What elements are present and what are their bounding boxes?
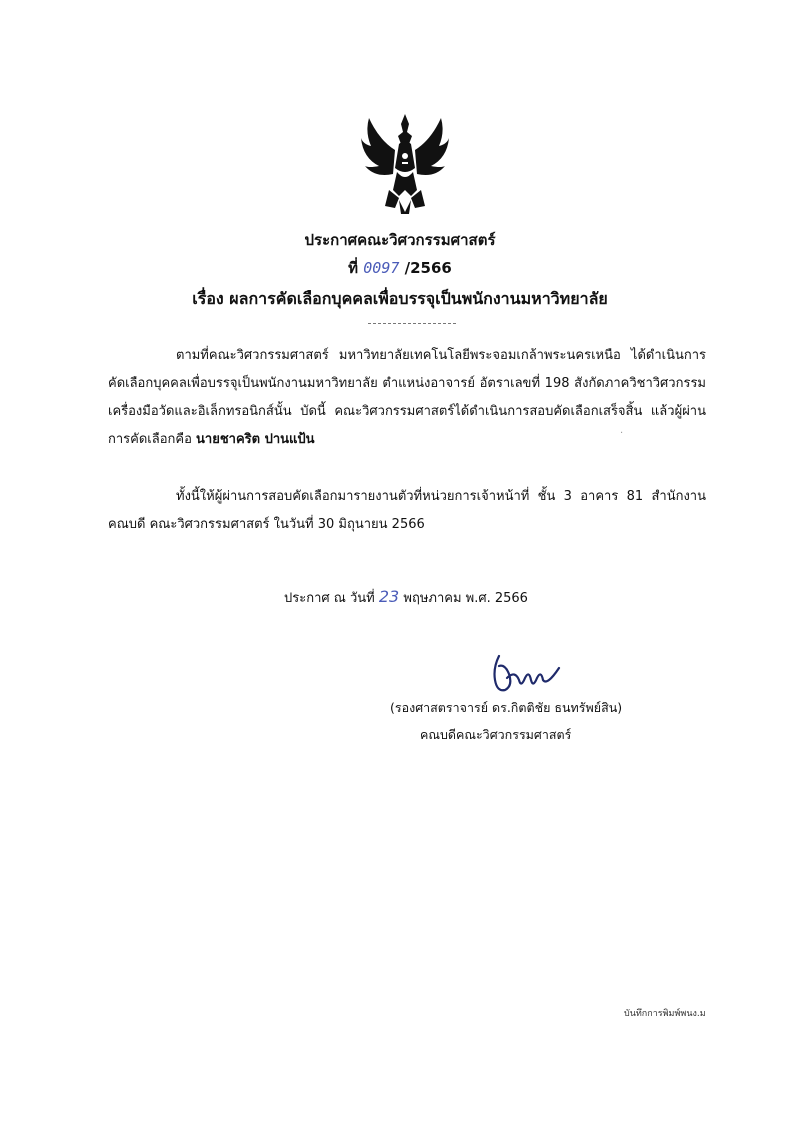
announce-suffix: พฤษภาคม พ.ศ. 2566 (403, 591, 528, 606)
stray-mark: · (620, 428, 624, 439)
body-paragraph-1 (108, 342, 706, 454)
signer-name: (รองศาสตราจารย์ ดร.กิตติชัย ธนทรัพย์สิน) (390, 700, 623, 715)
announcement-date (284, 587, 528, 608)
body-paragraph-2: ทั้งนี้ให้ผู้ผ่านการสอบคัดเลือกมารายงานตัวที่หน่วยการเจ้าหน้าที่ ชั้น 3 อาคาร 81 สำนักงานคณบดี คณะวิศวกรรมศาสตร์ ในวันที่ 30 มิถุนายน 2566 (108, 489, 706, 532)
number-suffix: /2566 (404, 259, 452, 277)
announcement-title: ประกาศคณะวิศวกรรมศาสตร์ (304, 231, 496, 249)
footer-note: บันทึกการพิมพ์พนง.ม (624, 1009, 706, 1019)
paragraph-1-text: ตามที่คณะวิศวกรรมศาสตร์ มหาวิทยาลัยเทคโนโลยีพระจอมเกล้าพระนครเหนือ ได้ดำเนินการคัดเลือกบุคคลเพื่อบรรจุเป็นพนักงานมหาวิทยาลัย ตำแหน่งอาจารย์ อัตราเลขที่ 198 สังกัดภาควิชาวิศวกรรมเครื่องมือวัดและอิเล็กทรอนิกส์นั้น บัดนี้ คณะวิศวกรรมศาสตร์ได้ดำเนินการสอบคัดเลือกเสร็จสิ้น แล้วผู้ผ่านการคัดเลือกคือ (108, 348, 706, 447)
garuda-emblem-icon (359, 110, 451, 218)
signature-icon (485, 650, 565, 698)
document-number (0, 256, 800, 280)
announce-prefix: ประกาศ ณ วันที่ (284, 591, 375, 606)
number-prefix: ที่ (348, 259, 359, 277)
number-handwritten: 0097 (363, 259, 400, 277)
announce-day-handwritten: 23 (378, 587, 400, 606)
announcement-subject: เรื่อง ผลการคัดเลือกบุคคลเพื่อบรรจุเป็นพนักงานมหาวิทยาลัย (192, 289, 608, 308)
header-divider (368, 323, 456, 324)
selected-person-name: นายชาคริต ปานแป้น (196, 432, 315, 447)
signer-position: คณบดีคณะวิศวกรรมศาสตร์ (420, 727, 572, 742)
